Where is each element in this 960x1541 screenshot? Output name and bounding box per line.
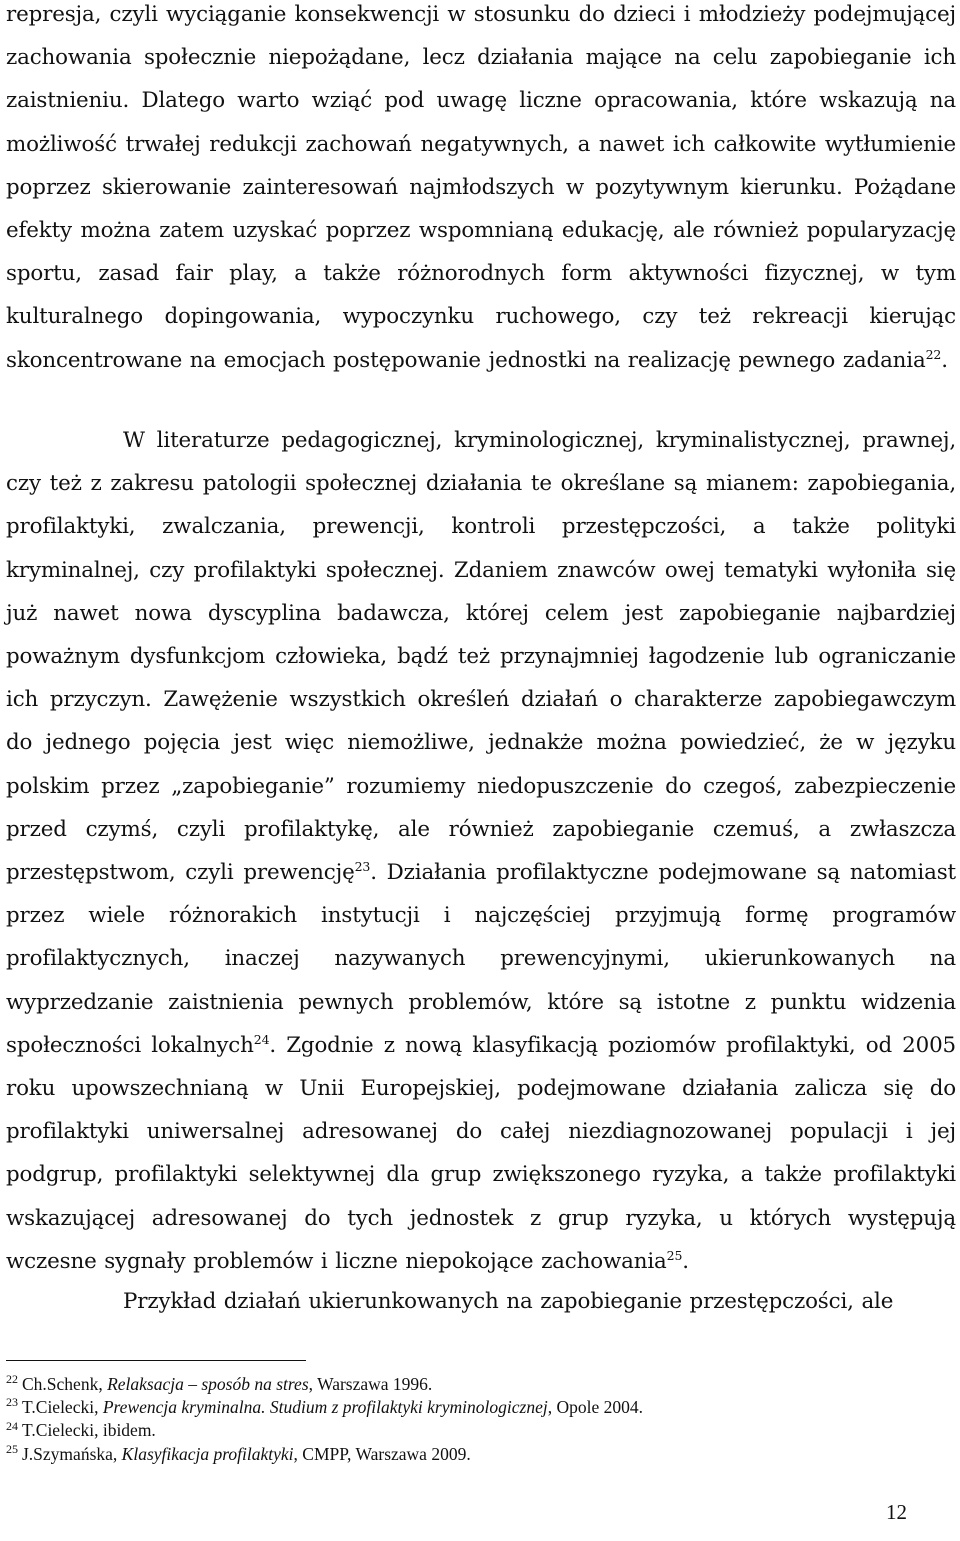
page-number: 12	[886, 1500, 907, 1524]
footnote-author: T.Cielecki,	[22, 1397, 103, 1418]
footnote-number: 23	[6, 1395, 18, 1410]
footnote-number: 24	[6, 1418, 18, 1433]
footnote-separator	[6, 1360, 306, 1361]
footnote-number: 25	[6, 1441, 18, 1456]
paragraph-3	[6, 1280, 956, 1323]
footnote-author: T.Cielecki, ibidem.	[22, 1420, 156, 1441]
paragraph-text: . Działania profilaktyczne podejmowane są natomiast przez wiele różnorakich instytucji i najczęściej przyjmują formę programów profilaktycznych, inaczej nazywanych prewencyjnymi, ukierunkowanych na wyprzedzanie zaistnienia pewnych problemów, które są istotne z punktu widzenia społeczności lokalnych	[6, 860, 956, 1058]
footnote-number: 22	[6, 1372, 18, 1387]
paragraph-text: .	[682, 1248, 689, 1274]
footnote-publication: , CMPP, Warszawa 2009.	[293, 1443, 471, 1464]
footnote-23	[6, 1396, 946, 1419]
footnote-reference[interactable]: 24	[253, 1031, 270, 1047]
paragraph-1	[6, 0, 956, 382]
footnote-title: Prewencja kryminalna. Studium z profilaktyki kryminologicznej	[102, 1397, 548, 1418]
paragraph-text: . Zgodnie z nową klasyfikacją poziomów profilaktyki, od 2005 roku upowszechnianą w Unii Europejskiej, podejmowane działania zalicza się do profilaktyki uniwersalnej adresowanej do całej niezdiagnozowanej populacji i jej podgrup, profilaktyki selektywnej dla grup zwiększonego ryzyka, a także profilaktyki wskazującej adresowanej do tych jednostek z grup ryzyka, u których występują wczesne sygnały problemów i liczne niepokojące zachowania	[6, 1032, 956, 1274]
footnote-author: J.Szymańska,	[22, 1443, 122, 1464]
paragraph-text: W literaturze pedagogicznej, kryminologicznej, kryminalistycznej, prawnej, czy też z zakresu patologii społecznej działania te określane są mianem: zapobiegania, profilaktyki, zwalczania, prewencji, kontroli przestępczości, a także polityki kryminalnej, czy profilaktyki społecznej. Zdaniem znawców owej tematyki wyłoniła się już nawet nowa dyscyplina badawcza, której celem jest zapobieganie najbardziej poważnym dysfunkcjom człowieka, bądź też przynajmniej łagodzenie lub ograniczanie ich przyczyn. Zawężenie wszystkich określeń działań o charakterze zapobiegawczym do jednego pojęcia jest więc niemożliwe, jednakże można powiedzieć, że w języku polskim przez „zapobieganie” rozumiemy niedopuszczenie do czegoś, zabezpieczenie przed czymś, czyli profilaktykę, ale również zapobieganie czemuś, a zwłaszcza przestępstwom, czyli prewencję	[6, 428, 956, 886]
footnote-reference[interactable]: 23	[354, 858, 371, 874]
footnote-25	[6, 1443, 946, 1466]
footnote-author: Ch.Schenk,	[22, 1374, 108, 1394]
footnote-reference[interactable]: 22	[925, 346, 942, 362]
footnotes-section	[6, 1373, 946, 1466]
paragraph-text: Przykład działań ukierunkowanych na zapobieganie przestępczości, ale	[123, 1289, 894, 1314]
footnote-reference[interactable]: 25	[666, 1247, 683, 1263]
footnote-24	[6, 1419, 946, 1442]
paragraph-text: represja, czyli wyciąganie konsekwencji w stosunku do dzieci i młodzieży podejmującej zachowania społecznie niepożądane, lecz działania mające na celu zapobieganie ich zaistnieniu. Dlatego warto wziąć pod uwagę liczne opracowania, które wskazują na możliwość trwałej redukcji zachowań negatywnych, a nawet ich całkowite wytłumienie poprzez skierowanie zainteresowań najmłodszych w pozytywnym kierunku. Pożądane efekty można zatem uzyskać poprzez wspomnianą edukację, ale również popularyzację sportu, zasad fair play, a także różnorodnych form aktywności fizycznej, w tym kulturalnego dopingowania, wypoczynku ruchowego, czy też rekreacji kierując skoncentrowane na emocjach postępowanie jednostki na realizację pewnego zadania	[6, 2, 956, 373]
footnote-publication: , Opole 2004.	[547, 1397, 643, 1418]
footnote-22	[6, 1373, 946, 1396]
paragraph-2	[6, 419, 956, 1283]
footnote-title: Klasyfikacja profilaktyki	[121, 1443, 294, 1464]
footnote-title: Relaksacja – sposób na stres	[107, 1374, 309, 1394]
paragraph-text: .	[941, 347, 948, 373]
footnote-publication: , Warszawa 1996.	[308, 1374, 433, 1394]
